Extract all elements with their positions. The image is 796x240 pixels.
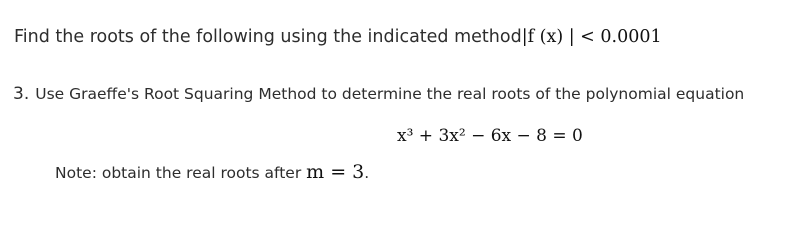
problem-number: 3. bbox=[13, 84, 30, 104]
instruction-heading bbox=[14, 27, 662, 47]
note-text: Note: obtain the real roots after bbox=[55, 164, 302, 182]
iteration-count: m = 3 bbox=[306, 161, 365, 183]
problem-text: Use Graeffe's Root Squaring Method to determine the real roots of the polynomial equation bbox=[35, 85, 745, 103]
instruction-text: Find the roots of the following using the indicated method bbox=[14, 27, 522, 47]
problem-statement bbox=[13, 84, 744, 104]
polynomial-equation: x³ + 3x² − 6x − 8 = 0 bbox=[397, 126, 583, 146]
tolerance-condition: |f (x) | < 0.0001 bbox=[521, 27, 662, 47]
note bbox=[55, 161, 369, 183]
note-end: . bbox=[364, 164, 370, 182]
